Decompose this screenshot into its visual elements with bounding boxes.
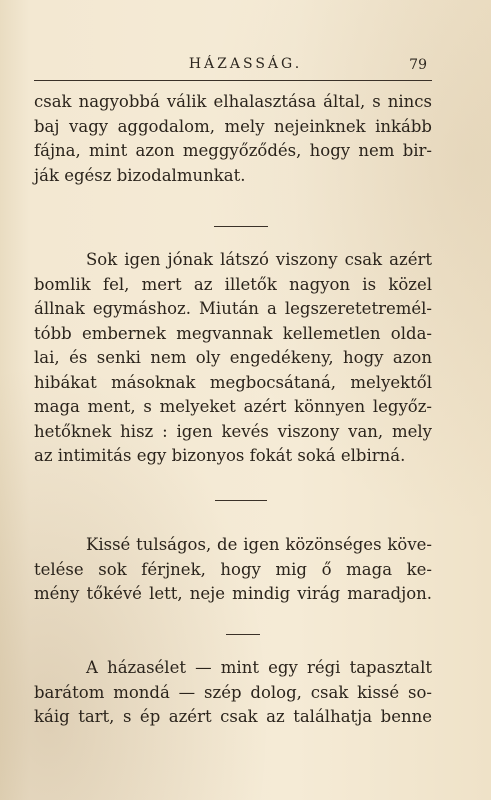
running-head-title: HÁZASSÁG. [188,56,303,72]
text-line: maga ment, s melyeket azért könnyen legyőz- [34,397,432,416]
text-line: baj vagy aggodalom, mely nejeinknek inkább [34,116,432,136]
paragraph-1 [34,90,432,188]
section-separator [214,226,268,227]
text-line: csak nagyobbá válik elhalasztása által, s nincs [34,92,432,111]
text-line: Kissé tulságos, de igen közönséges köve- [86,535,432,554]
header-rule [34,80,432,81]
paragraph-2 [34,248,432,469]
text-line: A házasélet — mint egy régi tapasztalt [86,658,432,677]
text-line: ják egész bizodalmunkat. [34,165,246,185]
text-line: bomlik fel, mert az illetők nagyon is közel [34,274,432,294]
text-line: Sok igen jónak látszó viszony csak azért [86,250,432,269]
paragraph-4 [34,656,432,730]
section-separator [215,500,267,501]
section-separator [226,634,260,635]
text-line: barátom mondá — szép dolog, csak kissé so- [34,682,432,702]
text-line: tóbb embernek megvannak kellemetlen olda- [34,323,432,343]
text-line: az intimitás egy bizonyos fokát soká elbirná. [34,446,406,465]
text-line: állnak egymáshoz. Miután a legszeretetremél- [34,299,432,318]
text-line: fájna, mint azon meggyőződés, hogy nem bir- [34,141,432,160]
text-line: káig tart, s ép azért csak az találhatja benne [34,707,432,726]
text-line: hibákat másoknak megbocsátaná, melyektől [34,372,432,392]
page-number: 79 [409,57,427,73]
text-line: lai, és senki nem oly engedékeny, hogy azon [34,348,432,367]
text-line: telése sok férjnek, hogy mig ő maga ke- [34,559,432,579]
paragraph-3 [34,533,432,607]
text-line: hetőknek hisz : igen kevés viszony van, mely [34,421,432,441]
text-line: mény tőkévé lett, neje mindig virág maradjon. [34,584,432,603]
